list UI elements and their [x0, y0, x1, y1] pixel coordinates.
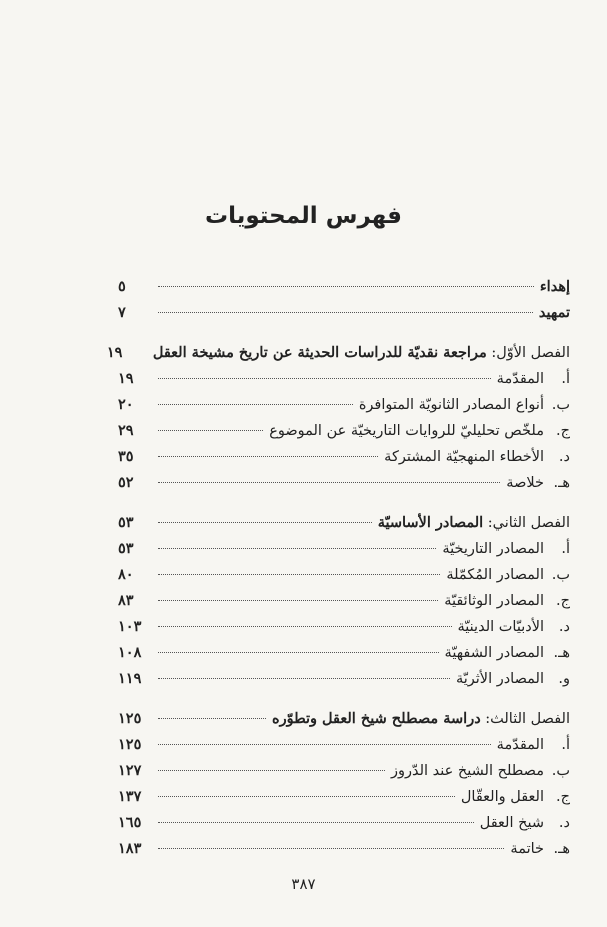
- section-marker: ب.: [551, 397, 570, 413]
- toc-section[interactable]: [118, 666, 570, 692]
- entry-text: شيخ العقل: [479, 815, 544, 831]
- section-marker: ج.: [556, 593, 570, 609]
- page-number: ٥٢: [118, 474, 134, 491]
- leader-dots: [158, 652, 439, 653]
- toc-section[interactable]: [118, 392, 570, 418]
- page-number: ٨٣: [118, 592, 134, 609]
- entry-text: مصطلح الشيخ عند الدّروز: [390, 763, 544, 779]
- section-marker: و.: [558, 671, 570, 687]
- leader-dots: [158, 848, 504, 849]
- section-marker: ب.: [551, 763, 570, 779]
- section-marker: أ.: [561, 541, 570, 557]
- toc-section[interactable]: [118, 536, 570, 562]
- leader-dots: [158, 796, 455, 797]
- toc-section[interactable]: [118, 366, 570, 392]
- page-number: ٢٠: [118, 396, 134, 413]
- entry-text: الأدبيّات الدينيّة: [457, 619, 544, 635]
- page-number: ١٢٥: [118, 710, 142, 727]
- entry-text: أنواع المصادر الثانويّة المتوافرة: [358, 397, 544, 413]
- page-number: ١٠٨: [118, 644, 142, 661]
- toc-section[interactable]: [118, 810, 570, 836]
- page-number: ١١٩: [118, 670, 142, 687]
- chapter-title: دراسة مصطلح شيخ العقل وتطوّره: [271, 710, 481, 727]
- toc-entry-preface[interactable]: [118, 300, 570, 326]
- chapter-label: الفصل الثاني:: [487, 515, 570, 531]
- toc-section[interactable]: [118, 732, 570, 758]
- entry-text: المصادر الشفهيّة: [444, 645, 544, 661]
- toc-section[interactable]: [118, 836, 570, 862]
- page-number: ١٨٣: [118, 840, 142, 857]
- leader-dots: [158, 456, 378, 457]
- entry-text: تمهيد: [538, 304, 570, 321]
- leader-dots: [158, 600, 438, 601]
- page-number: ٢٩: [118, 422, 134, 439]
- leader-dots: [158, 286, 534, 287]
- entry-text: المصادر المُكمّلة: [446, 567, 544, 583]
- entry-text: ملخّص تحليليّ للروايات التاريخيّة عن الموضوع: [269, 423, 544, 439]
- chapter-title: مراجعة نقديّة للدراسات الحديثة عن تاريخ مشيخة العقل: [152, 344, 487, 361]
- toc-section[interactable]: [118, 640, 570, 666]
- page-number: ١٩: [106, 344, 123, 361]
- leader-dots: [158, 718, 266, 719]
- section-marker: هـ.: [553, 645, 570, 661]
- page-number: ١٢٧: [118, 762, 142, 779]
- section-marker: أ.: [561, 737, 570, 753]
- page-number: ٧: [118, 304, 126, 321]
- leader-dots: [158, 312, 533, 313]
- entry-text: إهداء: [539, 278, 570, 295]
- leader-dots: [158, 482, 500, 483]
- section-marker: د.: [558, 815, 570, 831]
- leader-dots: [158, 744, 491, 745]
- section-marker: ج.: [556, 789, 570, 805]
- toc-section[interactable]: [118, 784, 570, 810]
- page-title: فهرس المحتويات: [204, 203, 402, 229]
- page-folio: ٣٨٧: [291, 875, 316, 893]
- leader-dots: [158, 548, 436, 549]
- leader-dots: [158, 522, 372, 523]
- toc-chapter-2[interactable]: [118, 510, 570, 536]
- section-marker: ج.: [556, 423, 570, 439]
- chapter-title: المصادر الأساسيّة: [377, 514, 484, 531]
- section-marker: ب.: [551, 567, 570, 583]
- page-number: ١٢٥: [118, 736, 142, 753]
- page-number: ١٦٥: [118, 814, 142, 831]
- entry-text: المصادر الأثريّة: [455, 671, 544, 687]
- toc-section[interactable]: [118, 444, 570, 470]
- leader-dots: [158, 678, 450, 679]
- page-number: ٣٥: [118, 448, 134, 465]
- entry-text: خاتمة: [510, 841, 544, 857]
- section-marker: أ.: [561, 371, 570, 387]
- page-number: ٥: [118, 278, 126, 295]
- entry-text: المصادر التاريخيّة: [442, 541, 544, 557]
- toc-section[interactable]: [118, 562, 570, 588]
- section-marker: هـ.: [553, 841, 570, 857]
- toc-entry-dedication[interactable]: [118, 274, 570, 300]
- entry-text: المقدّمة: [496, 737, 544, 753]
- toc-chapter-3[interactable]: [118, 706, 570, 732]
- leader-dots: [158, 404, 353, 405]
- toc-chapter-1[interactable]: [106, 340, 570, 366]
- leader-dots: [158, 378, 491, 379]
- section-marker: د.: [558, 449, 570, 465]
- leader-dots: [158, 822, 474, 823]
- chapter-label: الفصل الثالث:: [485, 711, 570, 727]
- page-number: ١٩: [118, 370, 134, 387]
- entry-text: خلاصة: [506, 475, 544, 491]
- leader-dots: [158, 574, 440, 575]
- section-marker: د.: [558, 619, 570, 635]
- leader-dots: [158, 430, 263, 431]
- page-number: ١٣٧: [118, 788, 142, 805]
- page-number: ١٠٣: [118, 618, 142, 635]
- leader-dots: [158, 626, 452, 627]
- entry-text: المصادر الوثائقيّة: [444, 593, 544, 609]
- page-number: ٥٣: [118, 514, 134, 531]
- toc-section[interactable]: [118, 588, 570, 614]
- toc-section[interactable]: [118, 470, 570, 496]
- chapter-label: الفصل الأوّل:: [491, 345, 570, 361]
- entry-text: العقل والعقّال: [460, 789, 544, 805]
- page-number: ٥٣: [118, 540, 134, 557]
- toc-section[interactable]: [118, 614, 570, 640]
- toc-section[interactable]: [118, 758, 570, 784]
- section-marker: هـ.: [553, 475, 570, 491]
- page-number: ٨٠: [118, 566, 134, 583]
- entry-text: الأخطاء المنهجيّة المشتركة: [384, 449, 544, 465]
- toc-section[interactable]: [118, 418, 570, 444]
- leader-dots: [158, 770, 385, 771]
- entry-text: المقدّمة: [496, 371, 544, 387]
